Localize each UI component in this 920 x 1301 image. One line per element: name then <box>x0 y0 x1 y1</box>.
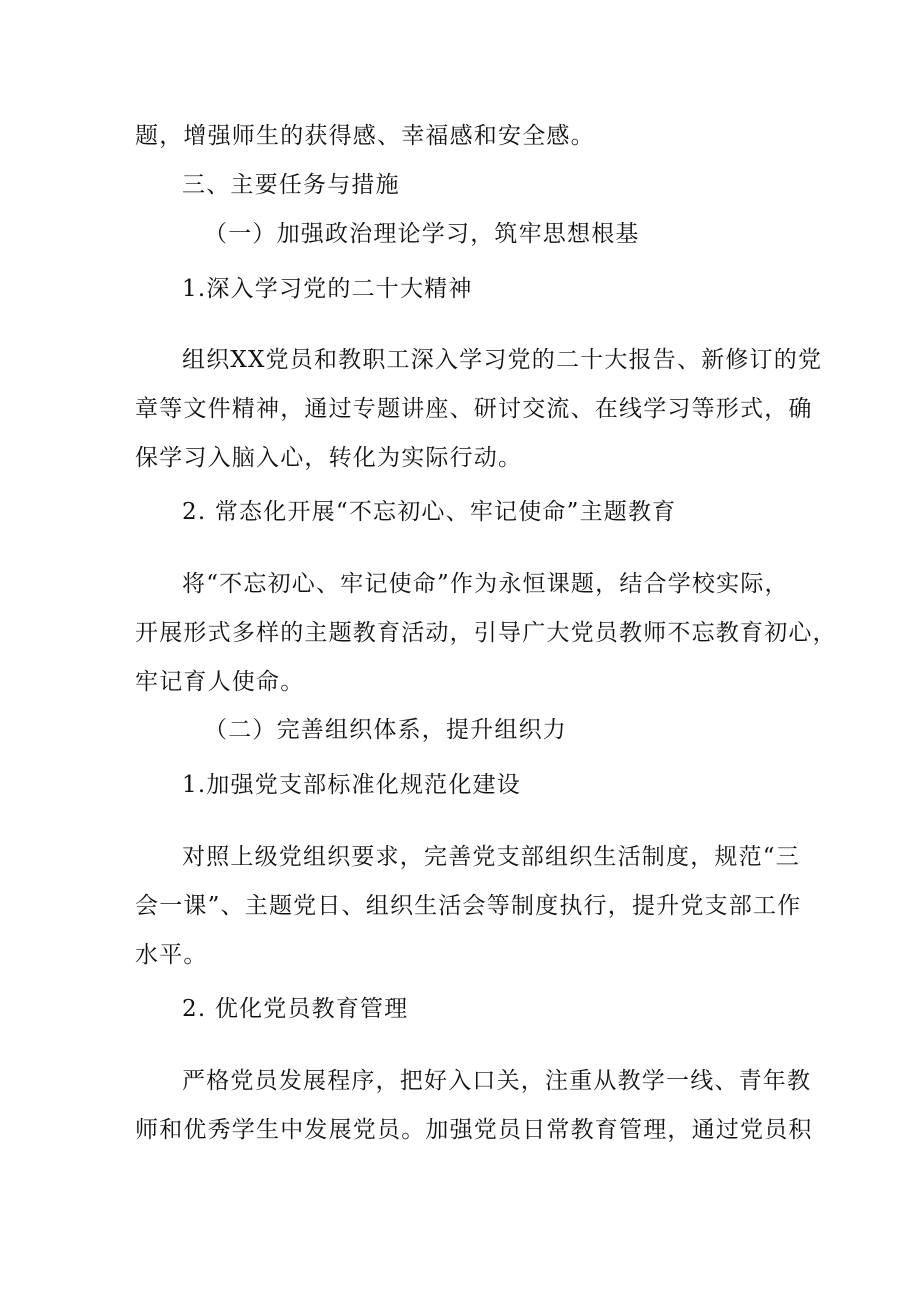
subsection-heading: （一）加强政治理论学习，筑牢思想根基 <box>204 221 640 247</box>
section-heading: 三、主要任务与措施 <box>182 172 400 198</box>
subsection-heading: （二）完善组织体系，提升组织力 <box>204 717 567 743</box>
paragraph-line: 师和优秀学生中发展党员。加强党员日常教育管理，通过党员积 <box>135 1117 813 1143</box>
paragraph-line: 将“不忘初心、牢记使命”作为永恒课题，结合学校实际， <box>182 571 789 597</box>
paragraph-line: 章等文件精神，通过专题讲座、研讨交流、在线学习等形式，确 <box>135 396 813 422</box>
item-heading: 1.加强党支部标准化规范化建设 <box>182 772 521 798</box>
item-heading: 2. 优化党员教育管理 <box>182 996 409 1022</box>
paragraph-line: 对照上级党组织要求，完善党支部组织生活制度，规范“三 <box>182 844 800 870</box>
paragraph-line: 严格党员发展程序，把好入口关，注重从教学一线、青年教 <box>182 1068 812 1094</box>
paragraph-line: 牢记育人使命。 <box>135 669 305 695</box>
paragraph-line: 开展形式多样的主题教育活动，引导广大党员教师不忘教育初心， <box>135 620 837 646</box>
paragraph-continuation: 题，增强师生的获得感、幸福感和安全感。 <box>135 123 595 149</box>
paragraph-line: 保学习入脑入心，转化为实际行动。 <box>135 445 523 471</box>
paragraph-line: 水平。 <box>135 942 208 968</box>
item-heading: 2. 常态化开展“不忘初心、牢记使命”主题教育 <box>182 499 677 525</box>
paragraph-line: 组织XX党员和教职工深入学习党的二十大报告、新修订的党 <box>182 347 823 373</box>
item-heading: 1.深入学习党的二十大精神 <box>182 276 473 302</box>
paragraph-line: 会一课”、主题党日、组织生活会等制度执行，提升党支部工作 <box>135 893 802 919</box>
